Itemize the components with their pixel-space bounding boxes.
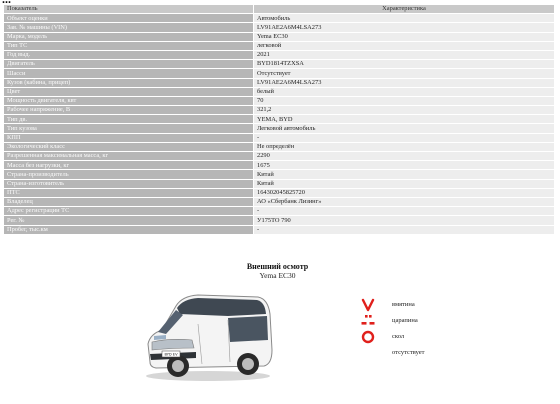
table-row <box>4 96 555 105</box>
specs-table <box>3 4 555 235</box>
value-cell: Не определён <box>254 142 555 151</box>
value-cell: 2021 <box>254 50 555 59</box>
table-row <box>4 87 555 96</box>
param-cell: Зав. № машины (VIN) <box>4 23 254 32</box>
value-cell: - <box>254 207 555 216</box>
param-cell: Цвет <box>4 87 254 96</box>
param-cell: Разрешенная максимальная масса, кг <box>4 152 254 161</box>
param-cell: ПТС <box>4 188 254 197</box>
value-cell: BYD1814TZXSA <box>254 60 555 69</box>
dash-dots-icon <box>360 313 376 329</box>
param-cell: Тип ТС <box>4 41 254 50</box>
value-cell: YEMA, BYD <box>254 115 555 124</box>
table-row <box>4 78 555 87</box>
legend-label: царапина <box>392 317 418 324</box>
inspection-heading <box>200 262 355 280</box>
legend-item-chip <box>360 329 470 345</box>
value-cell: - <box>254 225 555 234</box>
table-row <box>4 41 555 50</box>
param-cell: Страна-изготовитель <box>4 179 254 188</box>
value-cell: легковой <box>254 41 555 50</box>
value-cell: LV91AE2A6M4LSA273 <box>254 23 555 32</box>
table-row <box>4 216 555 225</box>
value-cell: Автомобиль <box>254 14 555 23</box>
table-row <box>4 188 555 197</box>
table-row <box>4 60 555 69</box>
param-cell: Масса без нагрузки, кг <box>4 161 254 170</box>
legend-label: скол <box>392 333 405 340</box>
column-header-param: Показатель <box>4 5 254 14</box>
value-cell: 2290 <box>254 152 555 161</box>
value-cell: Легковой автомобиль <box>254 124 555 133</box>
value-cell: АО «Сбербанк Лизинг» <box>254 197 555 206</box>
param-cell: Рег. № <box>4 216 254 225</box>
inspection-title: Внешний осмотр <box>246 262 309 271</box>
legend-label: вмятина <box>392 301 415 308</box>
table-row <box>4 14 555 23</box>
value-cell: 70 <box>254 96 555 105</box>
table-row <box>4 161 555 170</box>
table-row <box>4 50 555 59</box>
vehicle-image <box>136 284 276 384</box>
value-cell: Китай <box>254 179 555 188</box>
value-cell: Китай <box>254 170 555 179</box>
value-cell: 321,2 <box>254 106 555 115</box>
param-cell: Объект оценки <box>4 14 254 23</box>
inspection-model: Yema EC30 <box>259 271 296 280</box>
damage-legend <box>360 297 470 361</box>
param-cell: Тип дв. <box>4 115 254 124</box>
table-row <box>4 207 555 216</box>
table-row <box>4 133 555 142</box>
table-row <box>4 23 555 32</box>
table-row <box>4 179 555 188</box>
param-cell: Экологический класс <box>4 142 254 151</box>
value-cell: - <box>254 133 555 142</box>
value-cell: LV91AE2A6M4LSA273 <box>254 78 555 87</box>
param-cell: Владелец <box>4 197 254 206</box>
table-row <box>4 115 555 124</box>
value-cell: 1675 <box>254 161 555 170</box>
param-cell: Страна-производитель <box>4 170 254 179</box>
table-row <box>4 69 555 78</box>
table-row <box>4 106 555 115</box>
param-cell: Двигатель <box>4 60 254 69</box>
param-cell: Рабочее напряжение, В <box>4 106 254 115</box>
param-cell: Тип кузова <box>4 124 254 133</box>
table-row <box>4 225 555 234</box>
param-cell: Марка, модель <box>4 32 254 41</box>
param-cell: Кузов (кабина, прицеп) <box>4 78 254 87</box>
param-cell: КПП <box>4 133 254 142</box>
value-cell: 164302045825720 <box>254 188 555 197</box>
circle-mark-icon <box>360 329 376 345</box>
table-row <box>4 32 555 41</box>
param-cell: Мощность двигателя, квт <box>4 96 254 105</box>
param-cell: Адрес регистрации ТС <box>4 207 254 216</box>
legend-label: отсутствует <box>392 349 425 356</box>
column-header-value: Характеристика <box>254 5 555 14</box>
table-row <box>4 197 555 206</box>
plate-text: BYD EV <box>164 352 178 357</box>
param-cell: Шасси <box>4 69 254 78</box>
legend-item-dent <box>360 297 470 313</box>
table-row <box>4 142 555 151</box>
v-mark-icon <box>360 297 376 313</box>
param-cell: Год выд. <box>4 50 254 59</box>
value-cell: Отсутствует <box>254 69 555 78</box>
param-cell: Пробег, тыс.км <box>4 225 254 234</box>
table-row <box>4 152 555 161</box>
legend-item-scratch <box>360 313 470 329</box>
value-cell: У175ТО 790 <box>254 216 555 225</box>
value-cell: белый <box>254 87 555 96</box>
value-cell: Yema EC30 <box>254 32 555 41</box>
table-row <box>4 124 555 133</box>
table-row <box>4 170 555 179</box>
table-header-row <box>4 5 555 14</box>
legend-item-missing <box>360 345 470 361</box>
